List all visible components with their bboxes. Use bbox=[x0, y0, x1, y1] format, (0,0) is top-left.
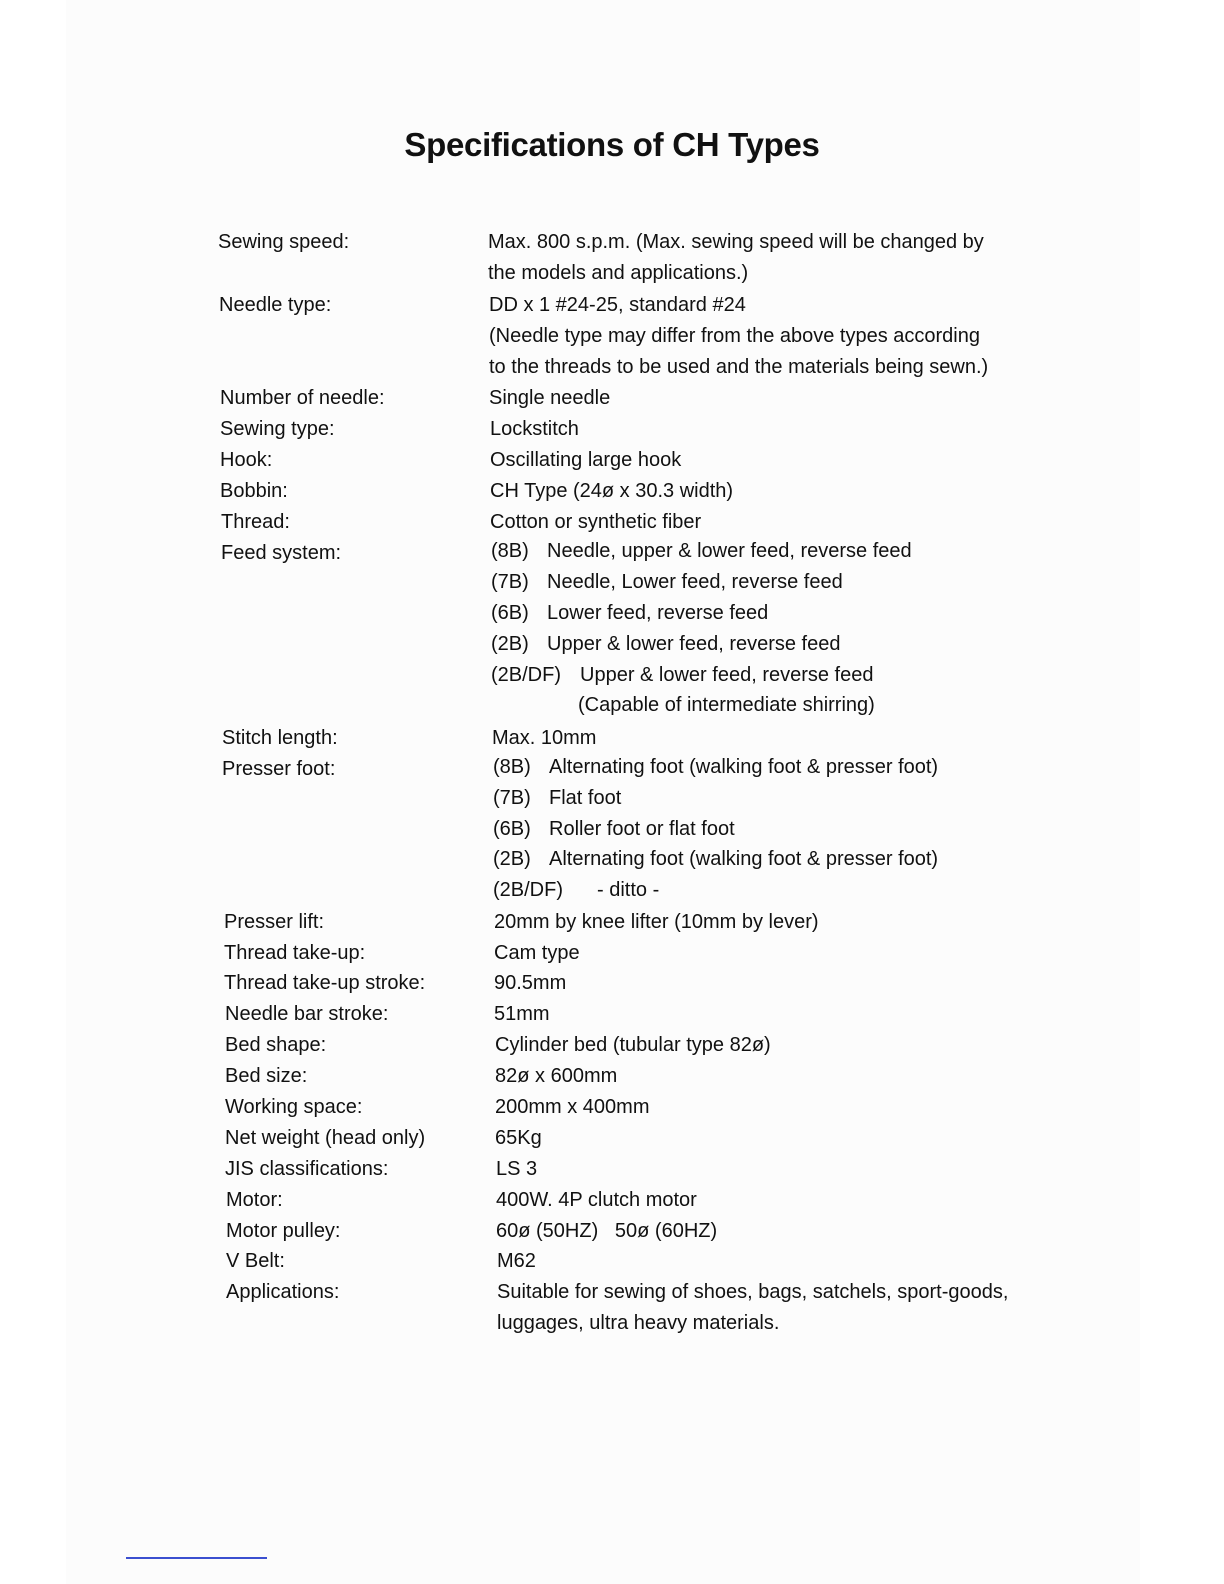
presser-foot-item bbox=[493, 844, 938, 875]
spec-value-continued: luggages, ultra heavy materials. bbox=[497, 1312, 780, 1334]
item-text: Alternating foot (walking foot & presser foot) bbox=[549, 848, 939, 870]
spec-value: Cylinder bed (tubular type 82ø) bbox=[495, 1034, 771, 1056]
spec-label: Motor: bbox=[226, 1189, 283, 1211]
model-code: (8B) bbox=[493, 756, 531, 778]
feed-system-item bbox=[491, 660, 874, 691]
item-text: Alternating foot (walking foot & presser foot) bbox=[549, 756, 939, 778]
model-code: (6B) bbox=[493, 818, 531, 840]
spec-label: Motor pulley: bbox=[226, 1220, 341, 1242]
spec-value: DD x 1 #24-25, standard #24 bbox=[489, 294, 746, 316]
model-code: (7B) bbox=[493, 787, 531, 809]
spec-value: Single needle bbox=[489, 387, 611, 409]
spec-value-continued: (Needle type may differ from the above types according bbox=[489, 325, 980, 347]
spec-value: Max. 10mm bbox=[492, 727, 597, 749]
spec-value-continued: the models and applications.) bbox=[488, 262, 749, 284]
spec-value: LS 3 bbox=[496, 1158, 538, 1180]
spec-label: Number of needle: bbox=[220, 387, 385, 409]
spec-label: Needle type: bbox=[219, 294, 332, 316]
spec-label: Needle bar stroke: bbox=[225, 1003, 389, 1025]
model-code: (2B) bbox=[491, 633, 529, 655]
spec-label: Bobbin: bbox=[220, 480, 288, 502]
model-code: (2B/DF) bbox=[491, 664, 561, 686]
presser-foot-item bbox=[493, 783, 621, 814]
model-code: (7B) bbox=[491, 571, 529, 593]
feed-system-item bbox=[491, 567, 843, 598]
spec-label: Presser lift: bbox=[224, 911, 325, 933]
feed-system-item bbox=[491, 536, 912, 567]
spec-label: Feed system: bbox=[221, 542, 342, 564]
presser-foot-item bbox=[493, 752, 938, 783]
spec-value-continued: to the threads to be used and the materials being sewn.) bbox=[489, 356, 989, 378]
spec-value: CH Type (24ø x 30.3 width) bbox=[490, 480, 734, 502]
spec-label: Working space: bbox=[225, 1096, 363, 1118]
spec-label: Thread take-up stroke: bbox=[224, 972, 426, 994]
spec-value: 20mm by knee lifter (10mm by lever) bbox=[494, 911, 819, 933]
spec-value: 60ø (50HZ) 50ø (60HZ) bbox=[496, 1220, 718, 1242]
presser-foot-item bbox=[493, 875, 659, 906]
spec-label: Thread: bbox=[221, 511, 290, 533]
spec-value: 400W. 4P clutch motor bbox=[496, 1189, 697, 1211]
feed-system-note: (Capable of intermediate shirring) bbox=[578, 694, 875, 716]
spec-label: Stitch length: bbox=[222, 727, 338, 749]
spec-label: Thread take-up: bbox=[224, 942, 366, 964]
feed-system-item bbox=[491, 629, 841, 660]
model-code: (2B/DF) bbox=[493, 879, 563, 901]
item-text: Upper & lower feed, reverse feed bbox=[547, 633, 841, 655]
item-text: Needle, upper & lower feed, reverse feed bbox=[547, 540, 912, 562]
spec-value: 82ø x 600mm bbox=[495, 1065, 618, 1087]
spec-value: Max. 800 s.p.m. (Max. sewing speed will be changed by bbox=[488, 231, 984, 253]
spec-value: 90.5mm bbox=[494, 972, 567, 994]
spec-value: 51mm bbox=[494, 1003, 550, 1025]
item-text: Lower feed, reverse feed bbox=[547, 602, 769, 624]
presser-foot-item bbox=[493, 814, 735, 845]
bottom-divider bbox=[126, 1557, 267, 1559]
spec-value: Lockstitch bbox=[490, 418, 579, 440]
spec-label: V Belt: bbox=[226, 1250, 285, 1272]
spec-label: JIS classifications: bbox=[225, 1158, 389, 1180]
spec-label: Net weight (head only) bbox=[225, 1127, 426, 1149]
item-text: Flat foot bbox=[549, 787, 622, 809]
spec-label: Applications: bbox=[226, 1281, 340, 1303]
item-text: Roller foot or flat foot bbox=[549, 818, 735, 840]
spec-label: Bed shape: bbox=[225, 1034, 327, 1056]
spec-label: Hook: bbox=[220, 449, 273, 471]
spec-value: 200mm x 400mm bbox=[495, 1096, 650, 1118]
item-text: Upper & lower feed, reverse feed bbox=[580, 664, 874, 686]
page-title: Specifications of CH Types bbox=[404, 126, 820, 163]
item-text: Needle, Lower feed, reverse feed bbox=[547, 571, 843, 593]
model-code: (2B) bbox=[493, 848, 531, 870]
spec-value: Suitable for sewing of shoes, bags, satchels, sport-goods, bbox=[497, 1281, 1009, 1303]
spec-value: 65Kg bbox=[495, 1127, 542, 1149]
spec-value: Cotton or synthetic fiber bbox=[490, 511, 702, 533]
spec-value: Cam type bbox=[494, 942, 580, 964]
spec-label: Sewing type: bbox=[220, 418, 335, 440]
feed-system-item bbox=[491, 598, 768, 629]
spec-label: Sewing speed: bbox=[218, 231, 350, 253]
model-code: (8B) bbox=[491, 540, 529, 562]
item-text: - ditto - bbox=[597, 879, 660, 901]
spec-label: Presser foot: bbox=[222, 758, 336, 780]
spec-label: Bed size: bbox=[225, 1065, 308, 1087]
spec-value: M62 bbox=[497, 1250, 536, 1272]
spec-value: Oscillating large hook bbox=[490, 449, 682, 471]
model-code: (6B) bbox=[491, 602, 529, 624]
